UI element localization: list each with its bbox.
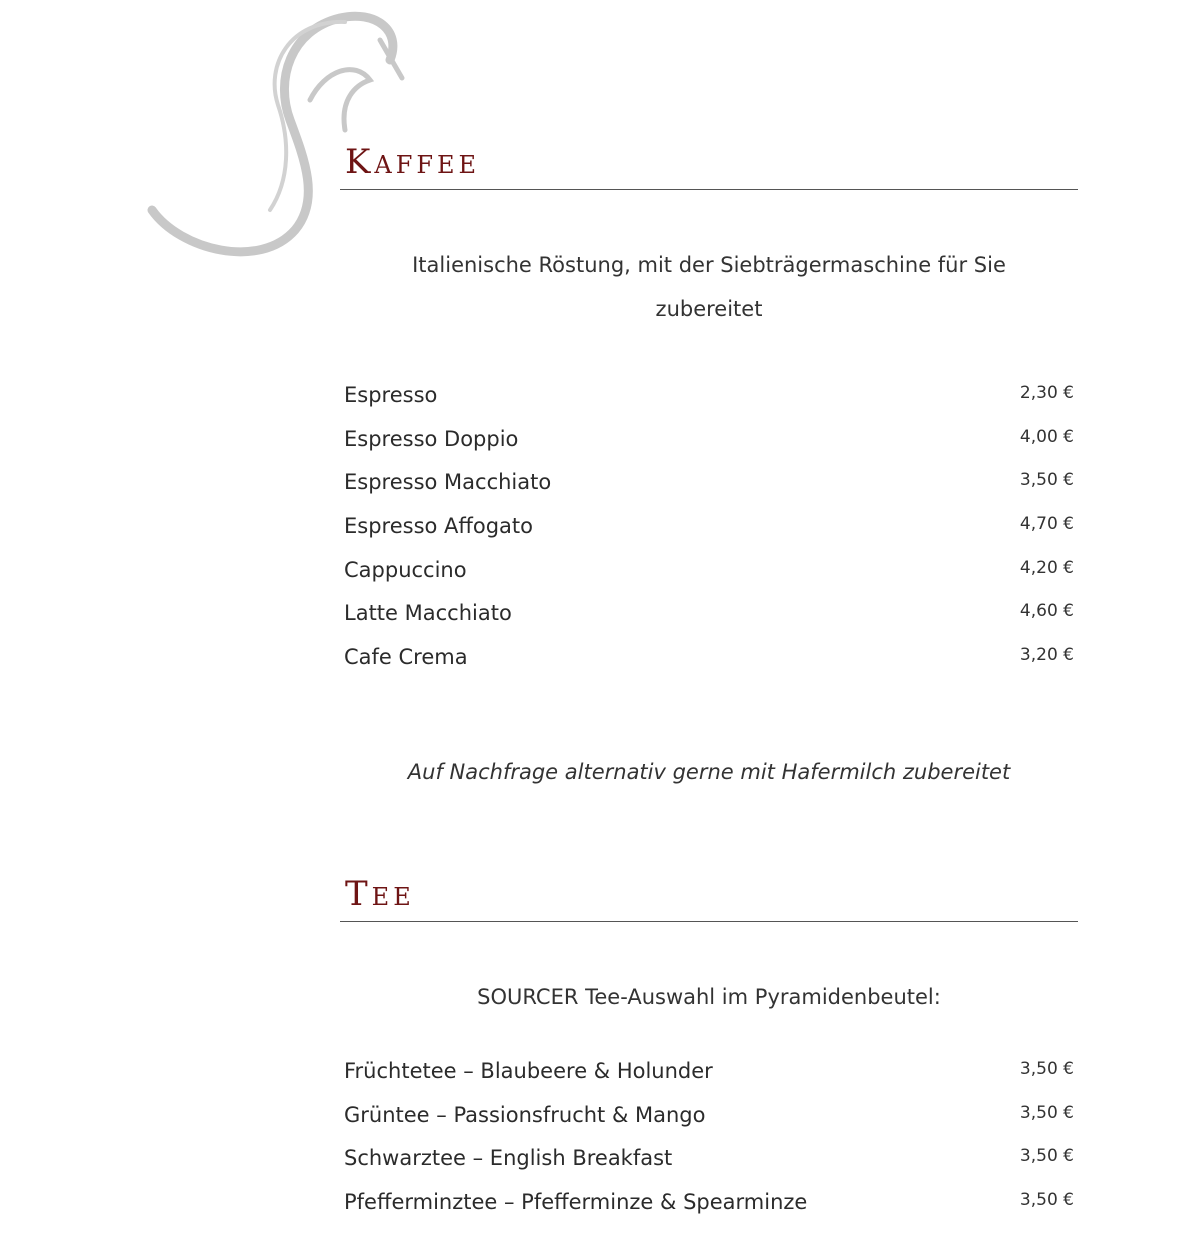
section-title-kaffee: Kaffee xyxy=(345,142,481,182)
oat-milk-note: Auf Nachfrage alternativ gerne mit Hafermilch zubereitet xyxy=(407,760,1011,784)
item-name: Pfefferminztee – Pfefferminze & Spearminze xyxy=(344,1190,808,1215)
item-price: 2,30 € xyxy=(1019,383,1074,403)
section-title-tee: Tee xyxy=(345,874,415,914)
section-intro: SOURCER Tee-Auswahl im Pyramidenbeutel: xyxy=(477,985,941,1009)
item-name: Schwarztee – English Breakfast xyxy=(344,1146,673,1171)
item-name: Espresso Affogato xyxy=(344,514,533,539)
section-tee xyxy=(340,0,1078,1215)
menu-item xyxy=(340,1146,1078,1190)
item-price: 4,20 € xyxy=(1019,557,1074,578)
item-name: Espresso xyxy=(344,383,438,407)
item-price: 3,50 € xyxy=(1019,1059,1074,1079)
item-price: 4,00 € xyxy=(1019,426,1074,447)
item-price: 3,50 € xyxy=(1019,1146,1074,1167)
intro-line: Italienische Röstung, mit der Siebträgermaschine für Sie xyxy=(412,253,1006,277)
item-price: 4,60 € xyxy=(1019,601,1074,622)
item-name: Grüntee – Passionsfrucht & Mango xyxy=(344,1102,706,1127)
menu-item xyxy=(340,1059,1078,1103)
menu-item xyxy=(340,1190,1078,1234)
item-price: 3,20 € xyxy=(1019,645,1074,666)
intro-line: zubereitet xyxy=(655,297,763,321)
item-price: 3,50 € xyxy=(1019,470,1074,491)
item-price: 4,70 € xyxy=(1019,514,1074,535)
item-price: 3,50 € xyxy=(1019,1102,1074,1123)
item-name: Espresso Doppio xyxy=(344,426,519,451)
item-name: Cappuccino xyxy=(344,557,467,582)
item-name: Espresso Macchiato xyxy=(344,470,552,495)
divider xyxy=(340,921,1078,922)
menu-list-tee xyxy=(340,1059,1078,1234)
item-price: 3,50 € xyxy=(1019,1190,1074,1211)
item-name: Cafe Crema xyxy=(344,645,468,670)
item-name: Früchtetee – Blaubeere & Holunder xyxy=(344,1059,713,1083)
item-name: Latte Macchiato xyxy=(344,601,512,626)
menu-item xyxy=(340,1103,1078,1147)
